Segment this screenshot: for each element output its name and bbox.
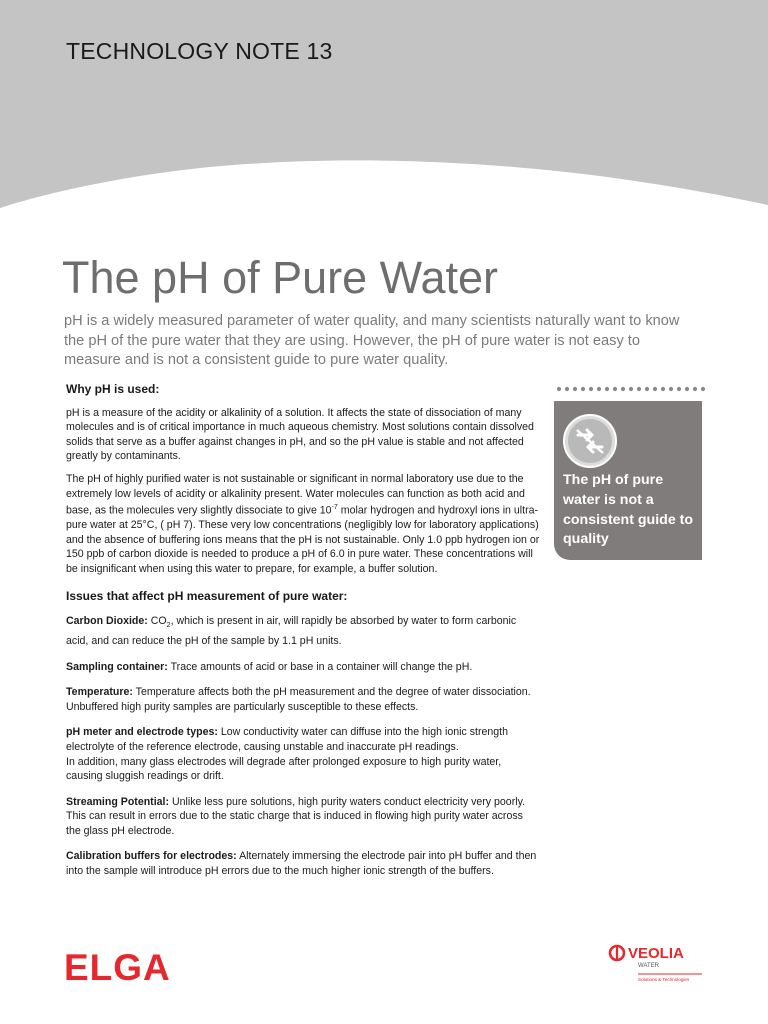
paragraph-ph-definition: pH is a measure of the acidity or alkalinity of a solution. It affects the state of dissociation of many molecules and is of critical importance in much aqueous chemistry. Most solutions contain dissolved solids that serve as a buffer against changes in pH, and so the pH value is stable and not affected greatly by contaminants. (66, 406, 534, 463)
elga-logo (64, 948, 196, 984)
header-background (0, 0, 768, 215)
superscript-exponent: -7 (331, 504, 338, 512)
issue-carbon-dioxide (66, 614, 540, 648)
paragraph-text: The pH of highly purified water is not sustainable or significant in normal laboratory use due to the extremely low levels of acidity or alkalinity present. Water molecules can function as both acid and base, as the molecules very slightly dissociate to give 10 (66, 472, 525, 517)
issue-streaming-potential (66, 795, 540, 839)
issue-label: Streaming Potential: (66, 795, 170, 808)
issue-text: Unlike less pure solutions, high purity waters conduct electricity very poorly. This can result in errors due to the static charge that is induced in flowing high purity water across the glass pH electrode. (66, 795, 526, 837)
veolia-name: VEOLIA (628, 945, 684, 962)
issue-label: Temperature: (66, 686, 133, 699)
issue-text: Temperature affects both the pH measurement and the degree of water dissociation. Unbuffered high purity samples are particularly susceptible to these effects. (66, 686, 531, 713)
issue-text: Trace amounts of acid or base in a container will change the pH. (167, 660, 473, 673)
paragraph-ph-pure-water (66, 472, 540, 577)
issue-label: Calibration buffers for electrodes: (66, 850, 237, 863)
callout-text: The pH of pure water is not a consistent guide to quality (563, 472, 694, 548)
exchange-arrows-icon (562, 413, 618, 469)
issue-text: CO (147, 615, 167, 628)
section-heading-why-ph: Why pH is used: (66, 382, 160, 396)
issue-calibration-buffers (66, 849, 540, 878)
issue-ph-meter (66, 725, 540, 783)
issue-text: In addition, many glass electrodes will degrade after prolonged exposure to high purity water, causing sluggish readings or drift. (66, 755, 502, 783)
issue-sampling-container (66, 660, 540, 675)
intro-paragraph: pH is a widely measured parameter of water quality, and many scientists naturally want to know the pH of the pure water that they are using. However, the pH of pure water is not easy to measure and is not a consistent guide to pure water quality. (64, 313, 680, 368)
callout-box (554, 401, 702, 560)
issue-text: Alternately immersing the electrode pair into pH buffer and then into the sample will introduce pH errors due to the much higher ionic strength of the buffers. (66, 850, 537, 878)
main-body (66, 382, 540, 890)
issue-temperature (66, 685, 540, 714)
elga-logo-text: ELGA (64, 948, 171, 984)
issue-label: Sampling container: (66, 660, 168, 673)
veolia-tagline: Solutions & Technologies (638, 977, 690, 982)
issue-label: pH meter and electrode types: (66, 726, 218, 739)
veolia-water-logo (608, 938, 704, 984)
paragraph-text: molar hydrogen and hydroxyl ions in ultra-pure water at 25°C, ( pH 7). These very low concentrations (negligibly low for laboratory applications) and the absence of buffering ions means that the pH is not sustainable. Only 1.0 ppb hydrogen ion or 150 ppb of carbon dioxide is needed to produce a pH of 6.0 in pure water. These concentrations will be insignificant when using this water to prepare, for example, a buffer solution. (66, 504, 540, 576)
veolia-sub: WATER (638, 963, 659, 969)
page-title: The pH of Pure Water (62, 252, 499, 303)
section-heading-issues: Issues that affect pH measurement of pure water: (66, 588, 348, 603)
issue-text: , which is present in air, will rapidly be absorbed by water to form carbonic acid, and can reduce the pH of the sample by 1.1 pH units. (66, 615, 517, 647)
dotted-divider (556, 385, 706, 393)
issue-label: Carbon Dioxide: (66, 615, 148, 628)
subscript-2: 2 (166, 622, 171, 630)
issue-text: Low conductivity water can diffuse into the high ionic strength electrolyte of the reference electrode, causing unstable and inaccurate pH readings. (66, 726, 509, 753)
technology-note-label: TECHNOLOGY NOTE 13 (66, 38, 333, 64)
